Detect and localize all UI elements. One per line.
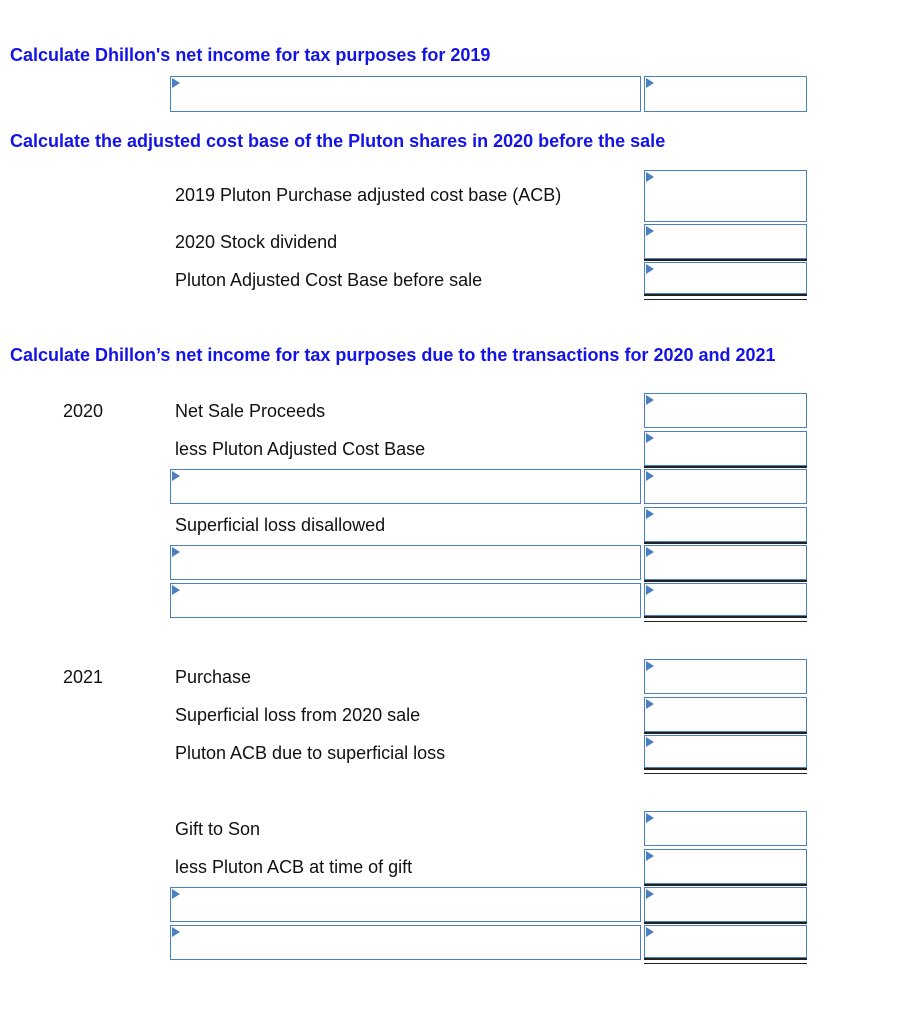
input-marker-icon <box>172 585 180 595</box>
input-marker-icon <box>646 585 654 595</box>
allowable-loss-label-input[interactable] <box>170 545 641 580</box>
section3-heading: Calculate Dhillon’s net income for tax purposes due to the transactions for 2020 and 2021 <box>10 345 776 365</box>
superficial-loss-disallowed-input[interactable] <box>644 507 807 542</box>
section2-heading: Calculate the adjusted cost base of the Pluton shares in 2020 before the sale <box>10 131 666 151</box>
loss-2020-label-input[interactable] <box>170 469 641 504</box>
input-marker-icon <box>646 737 654 747</box>
loss-2020-amount-input[interactable] <box>644 469 807 504</box>
less-acb-input[interactable] <box>644 431 807 466</box>
net-income-2019-amount-input[interactable] <box>644 76 807 112</box>
acb-before-sale-label: Pluton Adjusted Cost Base before sale <box>175 270 483 290</box>
year-2020-label: 2020 <box>63 401 104 421</box>
acb-superficial-loss-label: Pluton ACB due to superficial loss <box>175 743 446 763</box>
input-marker-icon <box>646 471 654 481</box>
net-income-2019-label-input[interactable] <box>170 76 641 112</box>
input-marker-icon <box>646 889 654 899</box>
gift-to-son-label: Gift to Son <box>175 819 261 839</box>
acb-at-gift-label: less Pluton ACB at time of gift <box>175 857 413 877</box>
input-marker-icon <box>172 471 180 481</box>
gain-on-gift-label-input[interactable] <box>170 887 641 922</box>
allowable-loss-amount-input[interactable] <box>644 545 807 580</box>
acb-superficial-loss-input[interactable] <box>644 735 807 768</box>
stock-dividend-2020-input[interactable] <box>644 224 807 259</box>
input-marker-icon <box>646 547 654 557</box>
input-marker-icon <box>646 226 654 236</box>
input-marker-icon <box>646 395 654 405</box>
input-marker-icon <box>172 78 180 88</box>
purchase-label: Purchase <box>175 667 252 687</box>
net-income-2021-amount-input[interactable] <box>644 925 807 958</box>
net-income-2021-label-input[interactable] <box>170 925 641 960</box>
net-sale-proceeds-input[interactable] <box>644 393 807 428</box>
gain-on-gift-amount-input[interactable] <box>644 887 807 922</box>
net-sale-proceeds-label: Net Sale Proceeds <box>175 401 326 421</box>
input-marker-icon <box>646 172 654 182</box>
input-marker-icon <box>646 851 654 861</box>
superficial-loss-2020-input[interactable] <box>644 697 807 732</box>
section1-heading: Calculate Dhillon's net income for tax purposes for 2019 <box>10 45 491 65</box>
input-marker-icon <box>172 927 180 937</box>
input-marker-icon <box>646 927 654 937</box>
purchase-input[interactable] <box>644 659 807 694</box>
net-income-2020-label-input[interactable] <box>170 583 641 618</box>
year-2021-label: 2021 <box>63 667 104 687</box>
acb-2019-purchase-input[interactable] <box>644 170 807 222</box>
acb-before-sale-input[interactable] <box>644 262 807 294</box>
superficial-loss-disallowed-label: Superficial loss disallowed <box>175 515 386 535</box>
less-acb-label: less Pluton Adjusted Cost Base <box>175 439 426 459</box>
input-marker-icon <box>646 813 654 823</box>
input-marker-icon <box>646 433 654 443</box>
input-marker-icon <box>646 509 654 519</box>
input-marker-icon <box>646 264 654 274</box>
acb-at-gift-input[interactable] <box>644 849 807 884</box>
gift-to-son-input[interactable] <box>644 811 807 846</box>
acb-2019-purchase-label: 2019 Pluton Purchase adjusted cost base (ACB) <box>175 185 562 205</box>
input-marker-icon <box>646 661 654 671</box>
input-marker-icon <box>646 699 654 709</box>
input-marker-icon <box>172 547 180 557</box>
stock-dividend-2020-label: 2020 Stock dividend <box>175 232 338 252</box>
superficial-loss-2020-label: Superficial loss from 2020 sale <box>175 705 421 725</box>
input-marker-icon <box>646 78 654 88</box>
net-income-2020-amount-input[interactable] <box>644 583 807 616</box>
input-marker-icon <box>172 889 180 899</box>
